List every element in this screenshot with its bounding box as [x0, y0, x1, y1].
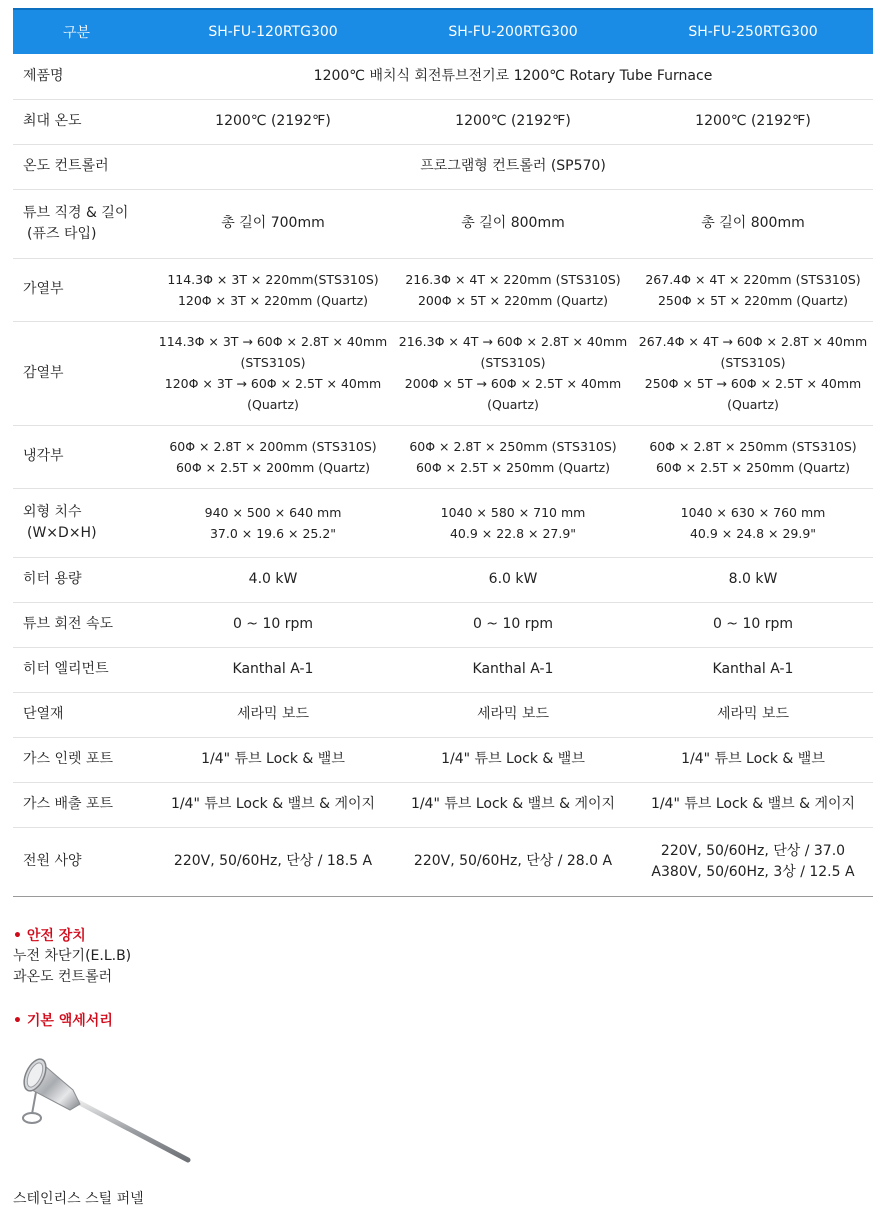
cell-line: 0 ~ 10 rpm [712, 616, 794, 632]
cell-line: 4.0 kW [248, 571, 298, 587]
cell-line: 37.0 × 19.6 × 25.2" [209, 525, 337, 541]
table-cell [153, 425, 393, 488]
cell-line: Kanthal A-1 [472, 661, 554, 677]
cell-line: 216.3Φ × 4T → 60Φ × 2.8T × 40mm [398, 334, 628, 349]
cell-line: 8.0 kW [728, 571, 778, 587]
cell-line: 세라믹 보드 [476, 706, 550, 722]
cell-line: 1200℃ (2192℉) [695, 113, 811, 129]
table-cell [393, 189, 633, 258]
row-label [13, 144, 153, 189]
cell-line: 250Φ × 5T → 60Φ × 2.5T × 40mm [644, 376, 862, 391]
table-cell [393, 258, 633, 321]
cell-line: 1/4" 튜브 Lock & 밸브 & 게이지 [170, 796, 376, 812]
row-label-line: 가열부 [23, 281, 64, 297]
row-label [13, 557, 153, 602]
table-cell [633, 488, 873, 557]
row-label-line: 가스 배출 포트 [23, 796, 114, 812]
cell-line: Kanthal A-1 [712, 661, 794, 677]
row-label-line: 전원 사양 [23, 853, 82, 869]
row-label-line: 제품명 [23, 67, 64, 84]
table-cell [393, 782, 633, 827]
row-label [13, 647, 153, 692]
cell-line: 60Φ × 2.5T × 200mm (Quartz) [175, 459, 371, 475]
table-cell [633, 647, 873, 692]
cell-line: 총 길이 800mm [701, 215, 805, 231]
table-cell [153, 54, 873, 99]
row-label [13, 737, 153, 782]
cell-line: 1040 × 580 × 710 mm [440, 504, 586, 520]
row-label-line: 최대 온도 [23, 113, 82, 129]
table-header-row [13, 9, 873, 54]
table-cell [153, 488, 393, 557]
cell-line: (Quartz) [247, 397, 299, 412]
cell-line: 1/4" 튜브 Lock & 밸브 [441, 751, 585, 767]
cell-line: 267.4Φ × 4T → 60Φ × 2.8T × 40mm [638, 334, 868, 349]
cell-line: 40.9 × 22.8 × 27.9" [449, 525, 577, 541]
row-label-line: 히터 엘리먼트 [23, 661, 109, 677]
cell-line: 6.0 kW [488, 571, 538, 587]
table-row [13, 782, 873, 827]
table-cell [153, 144, 873, 189]
cell-line: 세라믹 보드 [236, 706, 310, 722]
cell-line: 267.4Φ × 4T × 220mm (STS310S) [645, 271, 861, 287]
table-cell [393, 827, 633, 896]
table-cell [153, 647, 393, 692]
table-cell [153, 737, 393, 782]
table-cell [393, 488, 633, 557]
row-label-line: (W×D×H) [27, 524, 97, 541]
cell-line: 220V, 50/60Hz, 단상 / 18.5 A [173, 853, 373, 869]
row-label [13, 488, 153, 557]
row-label [13, 425, 153, 488]
cell-line: (STS310S) [480, 355, 546, 370]
table-cell [153, 189, 393, 258]
row-label-line: 가스 인렛 포트 [23, 751, 114, 767]
table-cell [393, 602, 633, 647]
cell-line: (Quartz) [487, 397, 539, 412]
table-cell [633, 737, 873, 782]
cell-line: 60Φ × 2.5T × 250mm (Quartz) [415, 459, 611, 475]
cell-line: 220V, 50/60Hz, 단상 / 28.0 A [413, 853, 613, 869]
cell-line: 총 길이 700mm [221, 215, 325, 231]
table-row [13, 692, 873, 737]
header-model-200: SH-FU-200RTG300 [393, 9, 633, 54]
spec-table-body [13, 54, 873, 896]
row-label [13, 602, 153, 647]
table-cell [153, 99, 393, 144]
row-label-line: 히터 용량 [23, 571, 82, 587]
cell-line: 1200℃ (2192℉) [455, 113, 571, 129]
table-cell [153, 258, 393, 321]
header-category: 구분 [13, 9, 153, 54]
row-label-line: 감열부 [23, 364, 64, 381]
table-cell [633, 782, 873, 827]
table-cell [393, 99, 633, 144]
table-cell [393, 557, 633, 602]
cell-line: 1/4" 튜브 Lock & 밸브 [201, 751, 345, 767]
row-label [13, 189, 153, 258]
row-label-line: 외형 치수 [23, 503, 82, 520]
cell-line: 40.9 × 24.8 × 29.9" [689, 525, 817, 541]
row-label-line: 튜브 직경 & 길이 [23, 204, 129, 221]
cell-line: 114.3Φ × 3T → 60Φ × 2.8T × 40mm [158, 334, 388, 349]
table-cell [393, 321, 633, 425]
cell-line: 120Φ × 3T × 220mm (Quartz) [177, 292, 369, 308]
table-cell [633, 425, 873, 488]
row-label-line: 냉각부 [23, 448, 64, 464]
table-cell [633, 189, 873, 258]
cell-line: 114.3Φ × 3T × 220mm(STS310S) [167, 271, 379, 287]
table-cell [633, 258, 873, 321]
header-model-250: SH-FU-250RTG300 [633, 9, 873, 54]
cell-line: 세라믹 보드 [716, 706, 790, 722]
cell-line: 프로그램형 컨트롤러 (SP570) [420, 158, 606, 174]
table-cell [153, 557, 393, 602]
table-cell [153, 692, 393, 737]
row-label [13, 782, 153, 827]
table-row [13, 321, 873, 425]
table-row [13, 827, 873, 896]
cell-line: 1/4" 튜브 Lock & 밸브 & 게이지 [650, 796, 856, 812]
cell-line: 220V, 50/60Hz, 단상 / 37.0 [660, 842, 846, 859]
cell-line: 0 ~ 10 rpm [232, 616, 314, 632]
table-cell [633, 557, 873, 602]
header-model-120: SH-FU-120RTG300 [153, 9, 393, 54]
table-row [13, 189, 873, 258]
funnel-caption: 스테인리스 스틸 퍼넬 [13, 1191, 144, 1207]
cell-line: 1200℃ 배치식 회전튜브전기로 1200℃ Rotary Tube Furnace [313, 67, 713, 84]
safety-section [13, 926, 613, 988]
table-cell [633, 827, 873, 896]
cell-line: 0 ~ 10 rpm [472, 616, 554, 632]
safety-item-overtemp: 과온도 컨트롤러 [13, 969, 113, 985]
table-cell [393, 737, 633, 782]
table-row [13, 488, 873, 557]
row-label [13, 54, 153, 99]
spec-table [13, 8, 873, 897]
table-cell [633, 99, 873, 144]
table-row [13, 144, 873, 189]
table-cell [153, 321, 393, 425]
cell-line: 200Φ × 5T × 220mm (Quartz) [417, 292, 609, 308]
cell-line: 60Φ × 2.5T × 250mm (Quartz) [655, 459, 851, 475]
cell-line: 200Φ × 5T → 60Φ × 2.5T × 40mm [404, 376, 622, 391]
cell-line: 1/4" 튜브 Lock & 밸브 & 게이지 [410, 796, 616, 812]
safety-item-elb: 누전 차단기(E.L.B) [13, 948, 132, 964]
table-row [13, 54, 873, 99]
cell-line: 250Φ × 5T × 220mm (Quartz) [657, 292, 849, 308]
table-row [13, 557, 873, 602]
row-label [13, 692, 153, 737]
cell-line: 216.3Φ × 4T × 220mm (STS310S) [405, 271, 621, 287]
table-cell [393, 692, 633, 737]
table-cell [633, 602, 873, 647]
row-label [13, 258, 153, 321]
table-row [13, 737, 873, 782]
cell-line: 60Φ × 2.8T × 250mm (STS310S) [649, 438, 857, 454]
table-row [13, 602, 873, 647]
row-label-line: (퓨즈 타입) [27, 225, 97, 242]
cell-line: Kanthal A-1 [232, 661, 314, 677]
table-cell [393, 425, 633, 488]
cell-line: 120Φ × 3T → 60Φ × 2.5T × 40mm [164, 376, 382, 391]
table-cell [633, 692, 873, 737]
table-cell [153, 602, 393, 647]
row-label-line: 온도 컨트롤러 [23, 158, 109, 174]
cell-line: 1200℃ (2192℉) [215, 113, 331, 129]
table-row [13, 647, 873, 692]
cell-line: (STS310S) [720, 355, 786, 370]
table-row [13, 99, 873, 144]
cell-line: (Quartz) [727, 397, 779, 412]
table-cell [633, 321, 873, 425]
row-label [13, 99, 153, 144]
table-cell [393, 647, 633, 692]
cell-line: 총 길이 800mm [461, 215, 565, 231]
cell-line: 60Φ × 2.8T × 200mm (STS310S) [169, 438, 377, 454]
row-label-line: 튜브 회전 속도 [23, 616, 114, 632]
table-cell [153, 827, 393, 896]
row-label [13, 321, 153, 425]
cell-line: (STS310S) [240, 355, 306, 370]
table-row [13, 258, 873, 321]
row-label [13, 827, 153, 896]
cell-line: 1/4" 튜브 Lock & 밸브 [681, 751, 825, 767]
table-row [13, 425, 873, 488]
cell-line: 60Φ × 2.8T × 250mm (STS310S) [409, 438, 617, 454]
cell-line: 1040 × 630 × 760 mm [680, 504, 826, 520]
cell-line: 940 × 500 × 640 mm [204, 504, 342, 520]
row-label-line: 단열재 [23, 706, 64, 722]
table-cell [153, 782, 393, 827]
accessories-heading: • 기본 액세서리 [13, 1013, 113, 1029]
safety-heading: • 안전 장치 [13, 928, 86, 944]
stainless-funnel-icon [18, 1052, 198, 1172]
cell-line: A380V, 50/60Hz, 3상 / 12.5 A [651, 863, 855, 880]
